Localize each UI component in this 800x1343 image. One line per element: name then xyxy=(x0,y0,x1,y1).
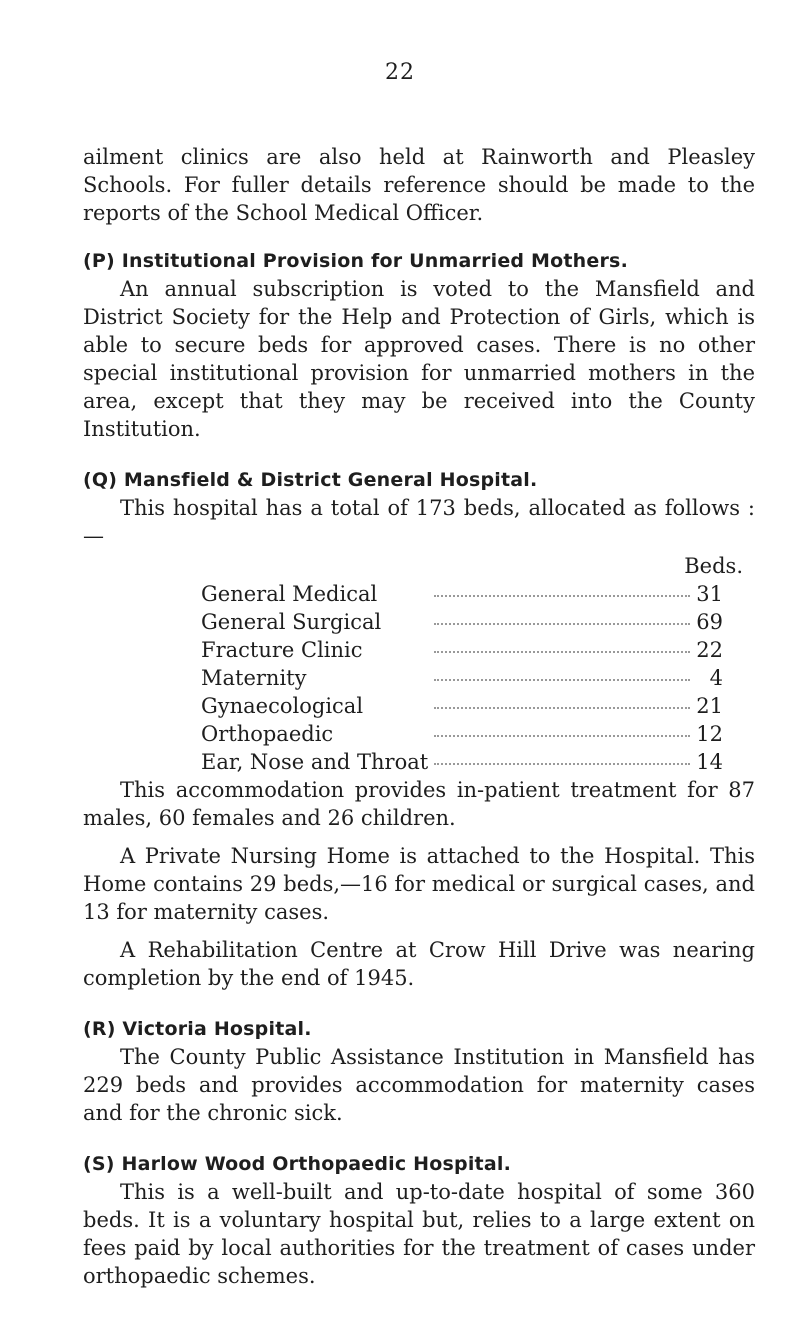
section-s-heading: (S) Harlow Wood Orthopaedic Hospital. xyxy=(83,1153,511,1175)
bed-count: 69 xyxy=(696,610,723,634)
table-row xyxy=(201,636,723,664)
dot-leaders xyxy=(428,608,696,636)
table-row xyxy=(201,580,723,608)
department-name: General Surgical xyxy=(201,610,382,634)
bed-count: 22 xyxy=(696,638,723,662)
rehabilitation-paragraph: A Rehabilitation Centre at Crow Hill Drive was nearing completion by the end of 1945. xyxy=(83,938,755,990)
section-p-heading: (P) Institutional Provision for Unmarried Mothers. xyxy=(83,250,628,272)
dot-leaders xyxy=(428,580,696,608)
dot-leaders xyxy=(428,748,696,776)
section-q-heading: (Q) Mansfield & District General Hospital. xyxy=(83,469,538,491)
department-name: Ear, Nose and Throat xyxy=(201,750,429,774)
nursing-home-paragraph: A Private Nursing Home is attached to the Hospital. This Home contains 29 beds,—16 for medical or surgical cases, and 13 for maternity cases. xyxy=(83,844,755,924)
dot-leaders xyxy=(428,692,696,720)
bed-count: 21 xyxy=(696,694,723,718)
table-row xyxy=(201,664,723,692)
page-body xyxy=(83,143,755,1290)
bed-allocation-table xyxy=(201,580,723,776)
beds-column-header: Beds. xyxy=(684,554,743,578)
section-p-paragraph: An annual subscription is voted to the Mansfield and District Society for the Help and Protection of Girls, which is able to secure beds for approved cases. There is no other special institutional provision for unmarried mothers in the area, except that they may be received into the County Institution. xyxy=(83,277,755,441)
bed-count: 4 xyxy=(709,666,723,690)
bed-count: 14 xyxy=(696,750,723,774)
page-number: 22 xyxy=(385,60,415,85)
department-name: Fracture Clinic xyxy=(201,638,363,662)
table-row xyxy=(201,608,723,636)
section-s-paragraph: This is a well-built and up-to-date hospital of some 360 beds. It is a voluntary hospital but, relies to a large extent on fees paid by local authorities for the treatment of cases under orthopaedic schemes. xyxy=(83,1180,755,1288)
section-r-paragraph: The County Public Assistance Institution in Mansfield has 229 beds and provides accommodation for maternity cases and for the chronic sick. xyxy=(83,1045,755,1125)
intro-paragraph: ailment clinics are also held at Rainworth and Pleasley Schools. For fuller details reference should be made to the reports of the School Medical Officer. xyxy=(83,145,755,225)
section-q-intro: This hospital has a total of 173 beds, allocated as follows :— xyxy=(83,496,755,548)
table-row xyxy=(201,720,723,748)
table-row xyxy=(201,692,723,720)
bed-count: 31 xyxy=(696,582,723,606)
dot-leaders xyxy=(428,636,696,664)
department-name: General Medical xyxy=(201,582,378,606)
dot-leaders xyxy=(428,720,696,748)
department-name: Orthopaedic xyxy=(201,722,334,746)
dot-leaders xyxy=(428,664,696,692)
section-r-heading: (R) Victoria Hospital. xyxy=(83,1018,312,1040)
accommodation-paragraph: This accommodation provides in-patient treatment for 87 males, 60 females and 26 children. xyxy=(83,778,755,830)
bed-count: 12 xyxy=(696,722,723,746)
department-name: Maternity xyxy=(201,666,307,690)
department-name: Gynaecological xyxy=(201,694,364,718)
table-row xyxy=(201,748,723,776)
